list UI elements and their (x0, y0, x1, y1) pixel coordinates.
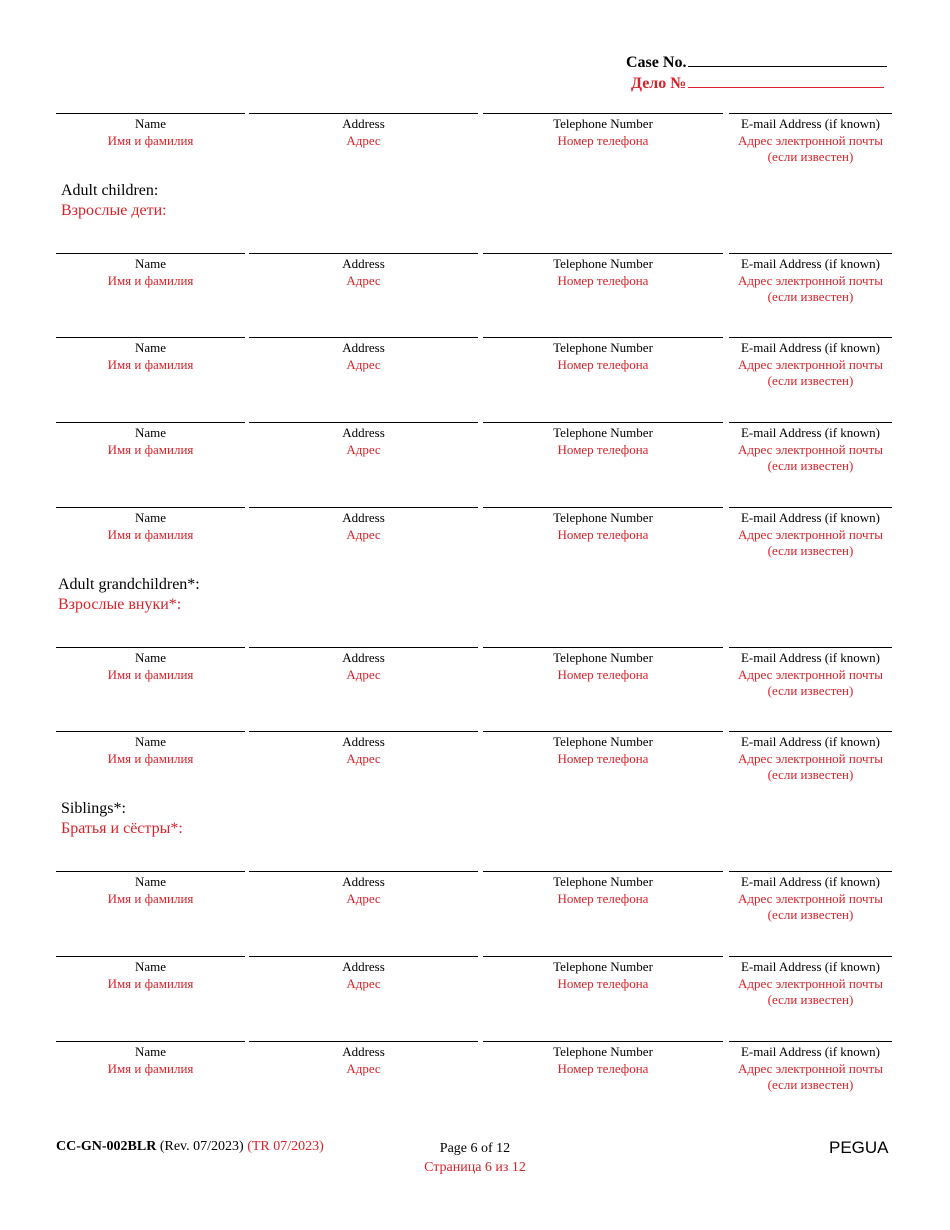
email-field[interactable]: E-mail Address (if known) Адрес электронной почты (если известен) (729, 956, 892, 1009)
contact-row (0, 422, 950, 492)
email-field[interactable]: E-mail Address (if known) Адрес электронной почты (если известен) (729, 647, 892, 700)
case-no-label: Case No. (626, 54, 687, 71)
name-field[interactable]: Name Имя и фамилия (56, 647, 245, 683)
telephone-field[interactable]: Telephone Number Номер телефона (483, 253, 723, 289)
name-field[interactable]: Name Имя и фамилия (56, 113, 245, 149)
telephone-field[interactable]: Telephone Number Номер телефона (483, 1041, 723, 1077)
section-siblings (61, 799, 183, 839)
telephone-field[interactable]: Telephone Number Номер телефона (483, 422, 723, 458)
address-field[interactable]: Address Адрес (249, 731, 478, 767)
address-field[interactable]: Address Адрес (249, 422, 478, 458)
telephone-field[interactable]: Telephone Number Номер телефона (483, 647, 723, 683)
email-field[interactable]: E-mail Address (if known) Адрес электронной почты (если известен) (729, 422, 892, 475)
name-field[interactable]: Name Имя и фамилия (56, 422, 245, 458)
section-title-ru: Братья и сёстры*: (61, 820, 183, 837)
address-field[interactable]: Address Адрес (249, 507, 478, 543)
email-field[interactable]: E-mail Address (if known) Адрес электронной почты (если известен) (729, 253, 892, 306)
form-revision: (Rev. 07/2023) (159, 1139, 244, 1154)
page-number (0, 1139, 950, 1177)
address-field[interactable]: Address Адрес (249, 871, 478, 907)
name-field[interactable]: Name Имя и фамилия (56, 253, 245, 289)
section-title: Siblings*: (61, 800, 126, 817)
section-title-ru: Взрослые дети: (61, 202, 167, 219)
address-field[interactable]: Address Адрес (249, 1041, 478, 1077)
contact-row (0, 507, 950, 577)
section-title: Adult children: (61, 182, 159, 199)
section-adult-grandchildren (58, 575, 200, 615)
email-field[interactable]: E-mail Address (if known) Адрес электронной почты (если известен) (729, 871, 892, 924)
name-field[interactable]: Name Имя и фамилия (56, 1041, 245, 1077)
contact-row (0, 1041, 950, 1111)
case-number-row-ru (631, 73, 884, 93)
case-number-row (626, 52, 887, 72)
contact-row (0, 253, 950, 323)
address-field[interactable]: Address Адрес (249, 647, 478, 683)
page-number-en: Page 6 of 12 (439, 1141, 511, 1156)
name-field[interactable]: Name Имя и фамилия (56, 956, 245, 992)
name-field[interactable]: Name Имя и фамилия (56, 731, 245, 767)
telephone-field[interactable]: Telephone Number Номер телефона (483, 731, 723, 767)
page-number-ru: Страница 6 из 12 (424, 1160, 526, 1175)
address-field[interactable]: Address Адрес (249, 337, 478, 373)
section-title-ru: Взрослые внуки*: (58, 596, 182, 613)
email-field[interactable]: E-mail Address (if known) Адрес электронной почты (если известен) (729, 337, 892, 390)
section-title: Adult grandchildren*: (58, 576, 200, 593)
language-code: PEGUA (829, 1138, 889, 1157)
email-field[interactable]: E-mail Address (if known) Адрес электронной почты (если известен) (729, 113, 892, 166)
case-number-field-ru[interactable] (688, 73, 884, 88)
contact-row (0, 647, 950, 717)
email-field[interactable]: E-mail Address (if known) Адрес электронной почты (если известен) (729, 507, 892, 560)
telephone-field[interactable]: Telephone Number Номер телефона (483, 871, 723, 907)
case-number-field[interactable] (688, 52, 887, 67)
name-field[interactable]: Name Имя и фамилия (56, 507, 245, 543)
contact-row (0, 956, 950, 1026)
address-field[interactable]: Address Адрес (249, 113, 478, 149)
form-code: CC-GN-002BLR (56, 1139, 157, 1154)
address-field[interactable]: Address Адрес (249, 956, 478, 992)
contact-row (0, 113, 950, 183)
contact-row (0, 337, 950, 407)
telephone-field[interactable]: Telephone Number Номер телефона (483, 113, 723, 149)
contact-row (0, 731, 950, 801)
contact-row (0, 871, 950, 941)
translation-revision: (TR 07/2023) (247, 1139, 324, 1154)
address-field[interactable]: Address Адрес (249, 253, 478, 289)
name-field[interactable]: Name Имя и фамилия (56, 871, 245, 907)
email-field[interactable]: E-mail Address (if known) Адрес электронной почты (если известен) (729, 731, 892, 784)
section-adult-children (61, 181, 167, 221)
telephone-field[interactable]: Telephone Number Номер телефона (483, 956, 723, 992)
email-field[interactable]: E-mail Address (if known) Адрес электронной почты (если известен) (729, 1041, 892, 1094)
case-no-label-ru: Дело № (631, 75, 687, 92)
telephone-field[interactable]: Telephone Number Номер телефона (483, 337, 723, 373)
name-field[interactable]: Name Имя и фамилия (56, 337, 245, 373)
telephone-field[interactable]: Telephone Number Номер телефона (483, 507, 723, 543)
